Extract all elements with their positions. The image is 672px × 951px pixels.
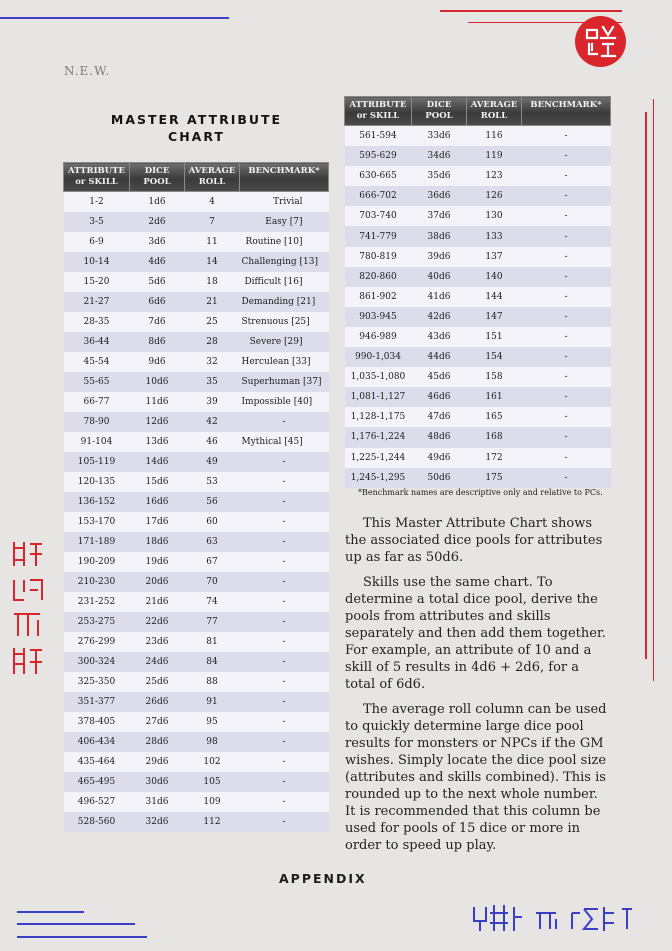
cell-benchmark: - (522, 448, 611, 468)
left-glyph-column-icon (10, 540, 46, 684)
cell-dice-pool: 37d6 (412, 206, 467, 226)
cell-average-roll: 77 (185, 612, 240, 632)
cell-benchmark: - (240, 612, 329, 632)
bottom-left-blue-line-2 (17, 923, 135, 925)
cell-dice-pool: 12d6 (130, 412, 185, 432)
cell-benchmark: - (240, 692, 329, 712)
cell-average-roll: 49 (185, 452, 240, 472)
cell-average-roll: 168 (467, 427, 522, 447)
cell-attribute: 300-324 (64, 652, 130, 672)
cell-dice-pool: 48d6 (412, 427, 467, 447)
cell-benchmark: - (522, 206, 611, 226)
cell-average-roll: 63 (185, 532, 240, 552)
cell-average-roll: 56 (185, 492, 240, 512)
cell-benchmark: Strenuous [25] (240, 312, 329, 332)
cell-dice-pool: 18d6 (130, 532, 185, 552)
cell-average-roll: 133 (467, 226, 522, 246)
cell-benchmark: - (522, 367, 611, 387)
cell-benchmark: Mythical [45] (240, 432, 329, 452)
table-row (64, 652, 329, 672)
cell-average-roll: 126 (467, 186, 522, 206)
cell-dice-pool: 40d6 (412, 267, 467, 287)
cell-attribute: 15-20 (64, 272, 130, 292)
cell-dice-pool: 33d6 (412, 126, 467, 147)
cell-average-roll: 109 (185, 792, 240, 812)
cell-average-roll: 7 (185, 212, 240, 232)
table-row (64, 772, 329, 792)
col-attribute (64, 163, 130, 192)
table-row (64, 472, 329, 492)
cell-average-roll: 102 (185, 752, 240, 772)
cell-benchmark: - (240, 572, 329, 592)
cell-benchmark: - (240, 772, 329, 792)
col-average-roll (467, 97, 522, 126)
table-row (64, 692, 329, 712)
cell-average-roll: 161 (467, 387, 522, 407)
cell-average-roll: 123 (467, 166, 522, 186)
cell-benchmark: - (240, 472, 329, 492)
cell-attribute: 231-252 (64, 592, 130, 612)
cell-benchmark: - (240, 492, 329, 512)
table-row (64, 292, 329, 312)
cell-dice-pool: 35d6 (412, 166, 467, 186)
cell-dice-pool: 27d6 (130, 712, 185, 732)
cell-attribute: 1,081-1,127 (345, 387, 412, 407)
cell-average-roll: 147 (467, 307, 522, 327)
cell-dice-pool: 26d6 (130, 692, 185, 712)
cell-benchmark: Easy [7] (240, 212, 329, 232)
cell-attribute: 780-819 (345, 247, 412, 267)
cell-benchmark: - (240, 712, 329, 732)
table-row (64, 332, 329, 352)
cell-benchmark: - (522, 468, 611, 488)
cell-benchmark: - (522, 267, 611, 287)
cell-dice-pool: 29d6 (130, 752, 185, 772)
paragraph-1: This Master Attribute Chart shows the associated dice pools for attributes up as far as 50d6. (345, 516, 603, 565)
table-row (64, 432, 329, 452)
cell-dice-pool: 10d6 (130, 372, 185, 392)
cell-average-roll: 105 (185, 772, 240, 792)
cell-benchmark: - (522, 186, 611, 206)
cell-dice-pool: 45d6 (412, 367, 467, 387)
table-row (64, 572, 329, 592)
paragraph-2: Skills use the same chart. To determine a total dice pool, derive the pools from attributes and skills separately and then add them together. For example, an attribute of 10 and a skill of 5 results in 4d6 + 2d6, for a total of 6d6. (345, 575, 606, 692)
cell-attribute: 3-5 (64, 212, 130, 232)
cell-benchmark: Severe [29] (240, 332, 329, 352)
cell-dice-pool: 42d6 (412, 307, 467, 327)
cell-benchmark: - (240, 732, 329, 752)
cell-average-roll: 46 (185, 432, 240, 452)
cell-benchmark: Trivial (240, 192, 329, 213)
cell-average-roll: 151 (467, 327, 522, 347)
cell-attribute: 1,176-1,224 (345, 427, 412, 447)
cell-attribute: 6-9 (64, 232, 130, 252)
cell-attribute: 78-90 (64, 412, 130, 432)
cell-benchmark: - (522, 307, 611, 327)
cell-average-roll: 158 (467, 367, 522, 387)
cell-dice-pool: 46d6 (412, 387, 467, 407)
cell-dice-pool: 41d6 (412, 287, 467, 307)
cell-attribute: 903-945 (345, 307, 412, 327)
cell-attribute: 55-65 (64, 372, 130, 392)
table-row (345, 267, 611, 287)
table-row (64, 752, 329, 772)
table-row (64, 232, 329, 252)
table-header-row (64, 163, 329, 192)
cell-dice-pool: 9d6 (130, 352, 185, 372)
cell-attribute: 561-594 (345, 126, 412, 147)
cell-dice-pool: 25d6 (130, 672, 185, 692)
cell-benchmark: - (522, 287, 611, 307)
top-left-blue-line (0, 17, 229, 19)
cell-dice-pool: 19d6 (130, 552, 185, 572)
table-row (64, 192, 329, 213)
cell-dice-pool: 50d6 (412, 468, 467, 488)
cell-dice-pool: 13d6 (130, 432, 185, 452)
table-row (345, 387, 611, 407)
cell-attribute: 1,225-1,244 (345, 448, 412, 468)
cell-benchmark: - (240, 672, 329, 692)
table-row (64, 592, 329, 612)
cell-average-roll: 98 (185, 732, 240, 752)
cell-average-roll: 28 (185, 332, 240, 352)
cell-attribute: 21-27 (64, 292, 130, 312)
col-attribute-line-2: or SKILL (356, 111, 400, 121)
cell-attribute: 1,035-1,080 (345, 367, 412, 387)
table-row (64, 612, 329, 632)
cell-dice-pool: 17d6 (130, 512, 185, 532)
footer-glyph-icon (472, 903, 656, 937)
cell-dice-pool: 16d6 (130, 492, 185, 512)
cell-attribute: 595-629 (345, 146, 412, 166)
col-attribute-line-1: ATTRIBUTE (68, 166, 125, 176)
master-attribute-table-right (344, 96, 611, 488)
cell-average-roll: 32 (185, 352, 240, 372)
cell-benchmark: - (522, 327, 611, 347)
cell-attribute: 28-35 (64, 312, 130, 332)
table-row (64, 672, 329, 692)
cell-benchmark: - (240, 512, 329, 532)
col-dice-line-2: POOL (143, 177, 171, 187)
cell-attribute: 528-560 (64, 812, 130, 832)
cell-benchmark: - (522, 166, 611, 186)
cell-benchmark: - (240, 652, 329, 672)
cell-average-roll: 67 (185, 552, 240, 572)
chart-title-line-1: MASTER ATTRIBUTE (110, 112, 283, 127)
cell-average-roll: 130 (467, 206, 522, 226)
cell-dice-pool: 3d6 (130, 232, 185, 252)
cell-dice-pool: 30d6 (130, 772, 185, 792)
logo-glyph-icon (575, 16, 626, 67)
col-attribute (345, 97, 412, 126)
cell-benchmark: - (522, 387, 611, 407)
right-red-vertical-line-1 (645, 112, 647, 659)
cell-dice-pool: 11d6 (130, 392, 185, 412)
cell-average-roll: 25 (185, 312, 240, 332)
cell-dice-pool: 4d6 (130, 252, 185, 272)
table-row (345, 226, 611, 246)
cell-attribute: 1-2 (64, 192, 130, 213)
table-row (345, 166, 611, 186)
cell-dice-pool: 8d6 (130, 332, 185, 352)
table-row (64, 552, 329, 572)
cell-average-roll: 88 (185, 672, 240, 692)
cell-benchmark: - (522, 247, 611, 267)
cell-benchmark: - (522, 427, 611, 447)
cell-attribute: 120-135 (64, 472, 130, 492)
table-row (345, 407, 611, 427)
cell-dice-pool: 28d6 (130, 732, 185, 752)
table-row (345, 206, 611, 226)
cell-dice-pool: 38d6 (412, 226, 467, 246)
cell-dice-pool: 36d6 (412, 186, 467, 206)
cell-average-roll: 165 (467, 407, 522, 427)
col-avg-line-1: AVERAGE (470, 100, 518, 110)
cell-benchmark: - (522, 146, 611, 166)
table-row (345, 146, 611, 166)
top-right-red-line-1 (440, 10, 622, 12)
col-benchmark: BENCHMARK* (522, 97, 611, 126)
cell-dice-pool: 7d6 (130, 312, 185, 332)
cell-average-roll: 112 (185, 812, 240, 832)
cell-dice-pool: 1d6 (130, 192, 185, 213)
cell-benchmark: - (240, 752, 329, 772)
cell-average-roll: 116 (467, 126, 522, 147)
table-row (64, 212, 329, 232)
cell-average-roll: 11 (185, 232, 240, 252)
cell-dice-pool: 15d6 (130, 472, 185, 492)
cell-dice-pool: 5d6 (130, 272, 185, 292)
table-row (64, 492, 329, 512)
cell-dice-pool: 2d6 (130, 212, 185, 232)
table-body-left (64, 192, 329, 833)
table-row (64, 392, 329, 412)
cell-dice-pool: 23d6 (130, 632, 185, 652)
cell-dice-pool: 21d6 (130, 592, 185, 612)
section-footer: APPENDIX (279, 871, 367, 886)
cell-benchmark: - (522, 126, 611, 147)
table-row (64, 412, 329, 432)
cell-dice-pool: 47d6 (412, 407, 467, 427)
cell-benchmark: - (240, 632, 329, 652)
cell-attribute: 66-77 (64, 392, 130, 412)
table-row (64, 632, 329, 652)
cell-average-roll: 137 (467, 247, 522, 267)
cell-dice-pool: 14d6 (130, 452, 185, 472)
table-row (345, 247, 611, 267)
col-average-roll (185, 163, 240, 192)
cell-benchmark: - (522, 347, 611, 367)
cell-average-roll: 35 (185, 372, 240, 392)
cell-average-roll: 53 (185, 472, 240, 492)
cell-benchmark: Demanding [21] (240, 292, 329, 312)
cell-average-roll: 84 (185, 652, 240, 672)
cell-benchmark: - (240, 532, 329, 552)
cell-average-roll: 95 (185, 712, 240, 732)
chart-title-line-2: CHART (168, 129, 225, 144)
cell-average-roll: 14 (185, 252, 240, 272)
cell-average-roll: 21 (185, 292, 240, 312)
table-row (64, 512, 329, 532)
cell-average-roll: 144 (467, 287, 522, 307)
table-row (345, 347, 611, 367)
cell-average-roll: 70 (185, 572, 240, 592)
cell-dice-pool: 6d6 (130, 292, 185, 312)
cell-average-roll: 18 (185, 272, 240, 292)
cell-attribute: 496-527 (64, 792, 130, 812)
cell-attribute: 351-377 (64, 692, 130, 712)
master-attribute-table-left (63, 162, 329, 832)
cell-attribute: 946-989 (345, 327, 412, 347)
table-row (64, 372, 329, 392)
cell-attribute: 861-902 (345, 287, 412, 307)
table-row (64, 252, 329, 272)
cell-attribute: 1,128-1,175 (345, 407, 412, 427)
col-dice-line-1: DICE (426, 100, 452, 110)
col-avg-line-1: AVERAGE (188, 166, 236, 176)
paragraph-3: The average roll column can be used to quickly determine large dice pool results for monsters or NPCs if the GM wishes. Simply locate the dice pool size (attributes and skills combined). This is rounded up to the next whole number. It is recommended that this column be used for pools of 15 dice or more in order to speed up play. (345, 702, 607, 853)
table-row (64, 312, 329, 332)
cell-attribute: 105-119 (64, 452, 130, 472)
cell-attribute: 703-740 (345, 206, 412, 226)
cell-attribute: 190-209 (64, 552, 130, 572)
benchmark-footnote: *Benchmark names are descriptive only and relative to PCs. (358, 488, 603, 497)
cell-average-roll: 172 (467, 448, 522, 468)
cell-average-roll: 119 (467, 146, 522, 166)
cell-attribute: 465-495 (64, 772, 130, 792)
table-row (345, 287, 611, 307)
cell-attribute: 820-860 (345, 267, 412, 287)
right-red-vertical-line-2 (653, 99, 654, 681)
table-row (64, 792, 329, 812)
cell-dice-pool: 31d6 (130, 792, 185, 812)
cell-dice-pool: 32d6 (130, 812, 185, 832)
cell-benchmark: Impossible [40] (240, 392, 329, 412)
cell-attribute: 36-44 (64, 332, 130, 352)
col-benchmark: BENCHMARK* (240, 163, 329, 192)
cell-dice-pool: 43d6 (412, 327, 467, 347)
cell-attribute: 253-275 (64, 612, 130, 632)
cell-dice-pool: 24d6 (130, 652, 185, 672)
cell-attribute: 435-464 (64, 752, 130, 772)
table-row (345, 448, 611, 468)
cell-attribute: 10-14 (64, 252, 130, 272)
cell-attribute: 153-170 (64, 512, 130, 532)
cell-attribute: 378-405 (64, 712, 130, 732)
cell-benchmark: Difficult [16] (240, 272, 329, 292)
cell-average-roll: 140 (467, 267, 522, 287)
col-dice-pool (130, 163, 185, 192)
col-attribute-line-1: ATTRIBUTE (349, 100, 407, 110)
cell-benchmark: - (240, 412, 329, 432)
table-row (345, 307, 611, 327)
cell-benchmark: - (240, 452, 329, 472)
cell-average-roll: 74 (185, 592, 240, 612)
cell-average-roll: 4 (185, 192, 240, 213)
cell-dice-pool: 34d6 (412, 146, 467, 166)
table-row (345, 468, 611, 488)
cell-attribute: 325-350 (64, 672, 130, 692)
cell-attribute: 276-299 (64, 632, 130, 652)
cell-benchmark: - (240, 592, 329, 612)
table-row (345, 427, 611, 447)
cell-average-roll: 91 (185, 692, 240, 712)
bottom-left-blue-line-3 (17, 936, 147, 938)
cell-attribute: 210-230 (64, 572, 130, 592)
table-header-row (345, 97, 611, 126)
cell-attribute: 630-665 (345, 166, 412, 186)
cell-benchmark: - (240, 812, 329, 832)
cell-average-roll: 175 (467, 468, 522, 488)
cell-benchmark: - (522, 407, 611, 427)
table-row (345, 367, 611, 387)
cell-attribute: 91-104 (64, 432, 130, 452)
cell-benchmark: Superhuman [37] (240, 372, 329, 392)
col-dice-line-1: DICE (144, 166, 170, 176)
cell-attribute: 990-1,034 (345, 347, 412, 367)
cell-benchmark: - (522, 226, 611, 246)
table-row (345, 186, 611, 206)
cell-attribute: 1,245-1,295 (345, 468, 412, 488)
table-row (64, 352, 329, 372)
cell-average-roll: 60 (185, 512, 240, 532)
cell-attribute: 171-189 (64, 532, 130, 552)
cell-attribute: 45-54 (64, 352, 130, 372)
cell-attribute: 666-702 (345, 186, 412, 206)
chart-title (64, 111, 329, 145)
table-row (64, 272, 329, 292)
table-row (64, 712, 329, 732)
cell-benchmark: Challenging [13] (240, 252, 329, 272)
cell-attribute: 741-779 (345, 226, 412, 246)
cell-average-roll: 42 (185, 412, 240, 432)
cell-attribute: 406-434 (64, 732, 130, 752)
cell-dice-pool: 20d6 (130, 572, 185, 592)
col-attribute-line-2: or SKILL (75, 177, 118, 187)
table-row (64, 532, 329, 552)
cell-dice-pool: 39d6 (412, 247, 467, 267)
col-avg-line-2: ROLL (198, 177, 226, 187)
col-dice-pool (412, 97, 467, 126)
cell-dice-pool: 22d6 (130, 612, 185, 632)
cell-dice-pool: 44d6 (412, 347, 467, 367)
table-row (64, 812, 329, 832)
cell-benchmark: Routine [10] (240, 232, 329, 252)
table-row (64, 452, 329, 472)
cell-average-roll: 81 (185, 632, 240, 652)
col-dice-line-2: POOL (425, 111, 453, 121)
cell-dice-pool: 49d6 (412, 448, 467, 468)
bottom-left-blue-line-1 (17, 911, 84, 913)
explanation-text (345, 515, 607, 862)
cell-average-roll: 154 (467, 347, 522, 367)
cell-average-roll: 39 (185, 392, 240, 412)
table-row (64, 732, 329, 752)
cell-benchmark: Herculean [33] (240, 352, 329, 372)
table-row (345, 327, 611, 347)
cell-benchmark: - (240, 552, 329, 572)
cell-attribute: 136-152 (64, 492, 130, 512)
table-body-right (345, 126, 611, 488)
header-note: N.E.W. (64, 64, 111, 78)
table-row (345, 126, 611, 147)
cell-benchmark: - (240, 792, 329, 812)
col-avg-line-2: ROLL (480, 111, 508, 121)
